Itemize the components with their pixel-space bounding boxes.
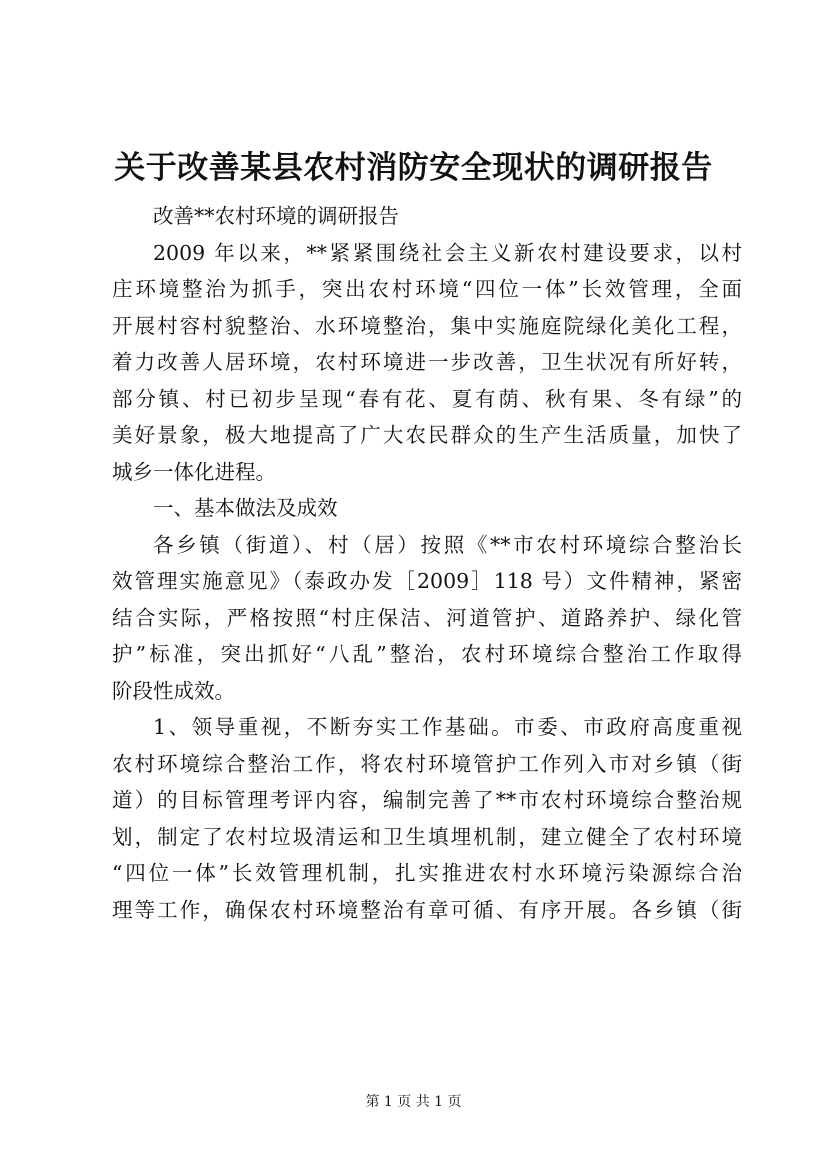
text-line: 1、领导重视，不断夯实工作基础。市委、市政府高度重视 xyxy=(153,715,742,739)
text-line: 改善**农村环境的调研报告 xyxy=(153,204,399,228)
text-line: 一、基本做法及成效 xyxy=(153,496,338,520)
text-line: 部分镇、村已初步呈现“春有花、夏有荫、秋有果、冬有绿”的 xyxy=(112,386,742,411)
text-line: 效管理实施意见》（泰政办发［2009］118 号）文件精神，紧密 xyxy=(112,569,742,593)
text-line: 美好景象，极大地提高了广大农民群众的生产生活质量，加快了 xyxy=(112,423,742,447)
text-line: 城乡一体化进程。 xyxy=(112,459,276,484)
text-line: 各乡镇（街道）、村（居）按照《**市农村环境综合整治长 xyxy=(153,532,742,557)
text-line: 2009 年以来，**紧紧围绕社会主义新农村建设要求，以村 xyxy=(153,240,742,265)
text-line: 庄环境整治为抓手，突出农村环境“四位一体”长效管理，全面 xyxy=(112,277,742,301)
text-line: 划，制定了农村垃圾清运和卫生填埋机制，建立健全了农村环境 xyxy=(112,824,742,849)
text-line: “四位一体”长效管理机制，扎实推进农村水环境污染源综合治 xyxy=(112,861,742,885)
text-line: 道）的目标管理考评内容，编制完善了**市农村环境综合整治规 xyxy=(112,788,742,812)
text-line: 阶段性成效。 xyxy=(112,678,235,703)
text-line: 结合实际，严格按照“村庄保洁、河道管护、道路养护、绿化管 xyxy=(112,605,742,630)
text-line: 农村环境综合整治工作，将农村环境管护工作列入市对乡镇（街 xyxy=(112,751,742,776)
text-line: 理等工作，确保农村环境整治有章可循、有序开展。各乡镇（街 xyxy=(112,897,742,922)
document-title: 关于改善某县农村消防安全现状的调研报告 xyxy=(114,150,713,186)
document-body xyxy=(112,198,742,928)
text-line: 着力改善人居环境，农村环境进一步改善，卫生状况有所好转， xyxy=(112,350,742,374)
text-line: 开展村容村貌整治、水环境整治，集中实施庭院绿化美化工程， xyxy=(112,313,742,338)
text-line: 护”标准，突出抓好“八乱”整治，农村环境综合整治工作取得 xyxy=(112,642,742,666)
page-footer: 第 1 页 共 1 页 xyxy=(365,1094,462,1110)
